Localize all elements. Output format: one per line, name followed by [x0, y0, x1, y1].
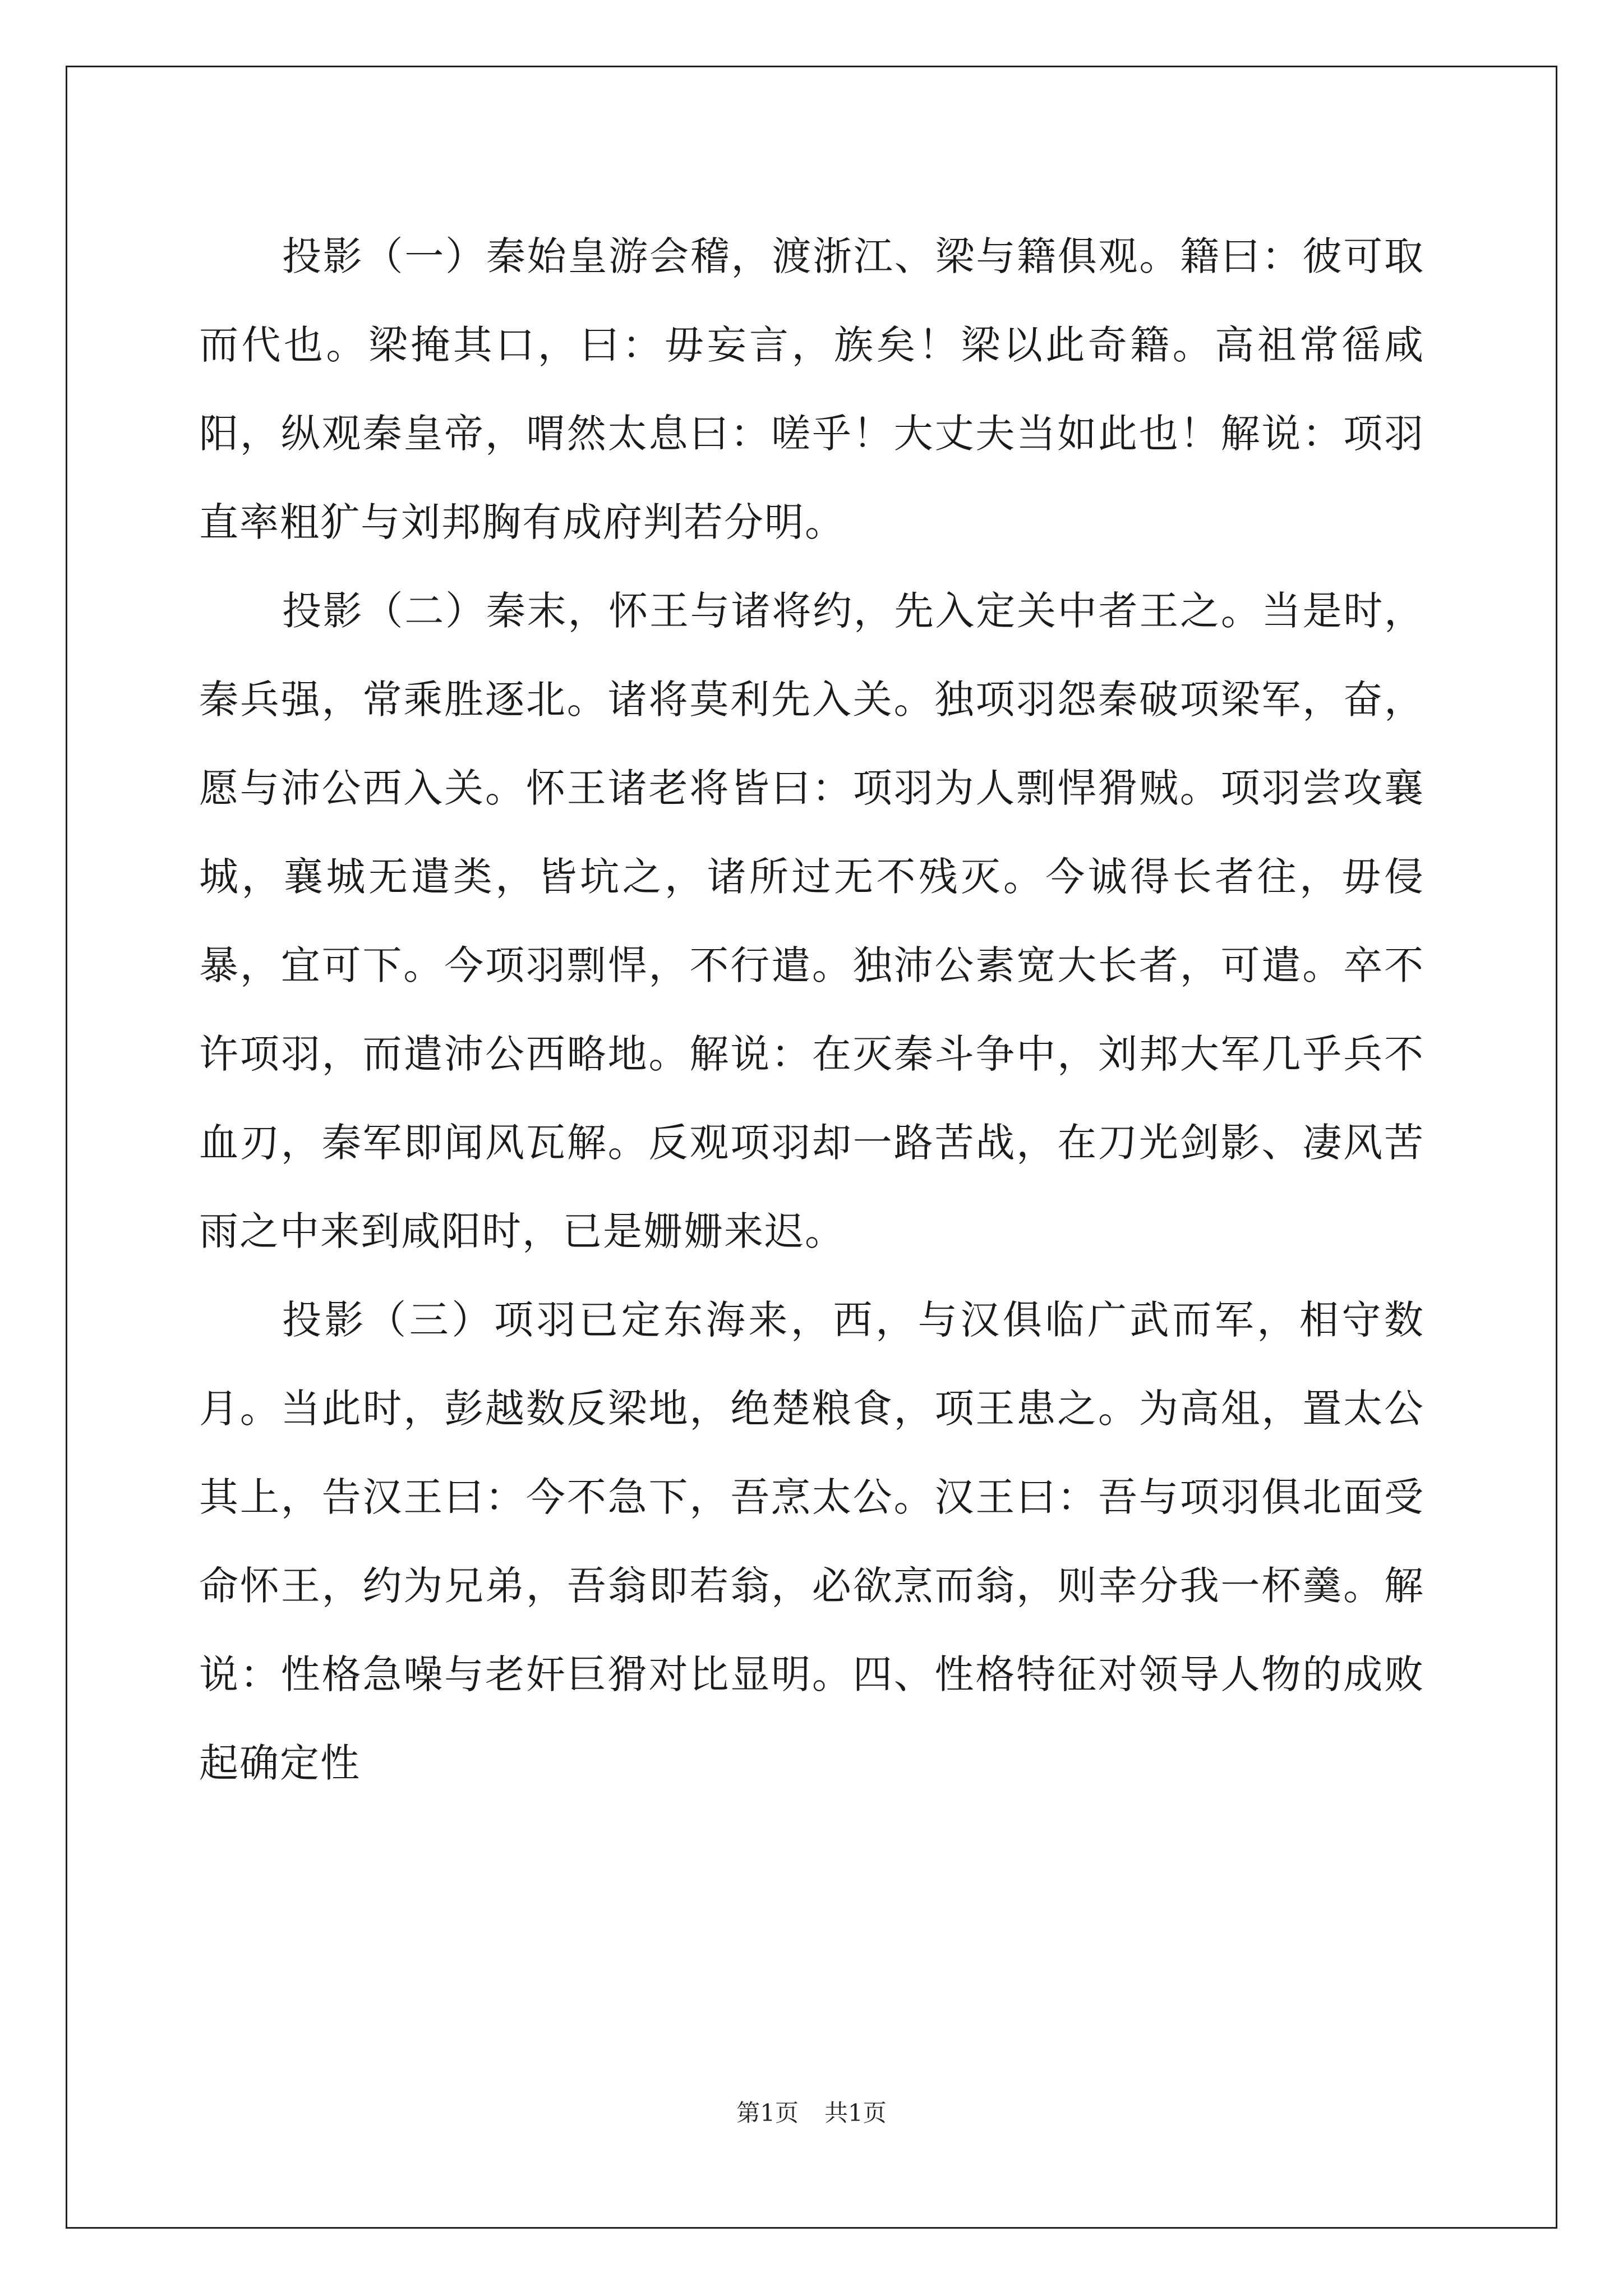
- page-number-total: 共1页: [824, 2099, 887, 2127]
- paragraph-projection-two: 投影（二）秦末，怀王与诸将约，先入定关中者王之。当是时，秦兵强，常乘胜逐北。诸将莫利先入关。独项羽怨秦破项梁军，奋，愿与沛公西入关。怀王诸老将皆曰：项羽为人剽悍猾贼。项羽尝攻襄城，襄城无遣类，皆坑之，诸所过无不残灭。今诚得长者往，毋侵暴，宜可下。今项羽剽悍，不行遣。独沛公素宽大长者，可遣。卒不许项羽，而遣沛公西略地。解说：在灭秦斗争中，刘邦大军几乎兵不血刃，秦军即闻风瓦解。反观项羽却一路苦战，在刀光剑影、凄风苦雨之中来到咸阳时，已是姗姗来迟。: [199, 588, 1424, 1254]
- document-body: [199, 212, 1424, 1807]
- paragraph-projection-three: 投影（三）项羽已定东海来，西，与汉俱临广武而军，相守数月。当此时，彭越数反梁地，绝楚粮食，项王患之。为高俎，置太公其上，告汉王曰：今不急下，吾烹太公。汉王曰：吾与项羽俱北面受命怀王，约为兄弟，吾翁即若翁，必欲烹而翁，则幸分我一杯羹。解说：性格急噪与老奸巨猾对比显明。四、性格特征对领导人物的成败起确定性: [199, 1297, 1424, 1786]
- page-footer: [0, 2099, 1623, 2127]
- paragraph-projection-one: 投影（一）秦始皇游会稽，渡浙江、梁与籍俱观。籍曰：彼可取而代也。梁掩其口，曰：毋妄言，族矣！梁以此奇籍。高祖常徭咸阳，纵观秦皇帝，喟然太息曰：嗟乎！大丈夫当如此也！解说：项羽直率粗犷与刘邦胸有成府判若分明。: [199, 233, 1424, 545]
- page-number-current: 第1页: [736, 2099, 799, 2127]
